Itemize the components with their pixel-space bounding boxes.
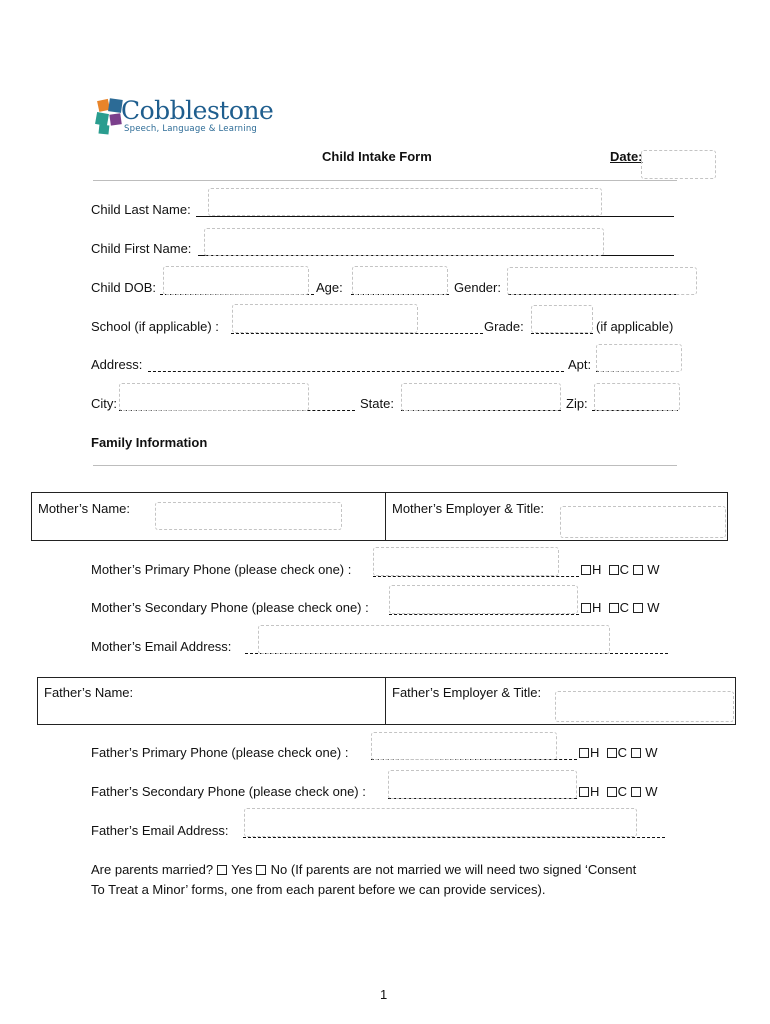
mother-email-field[interactable]: [258, 625, 610, 654]
child-first-name-label: Child First Name:: [91, 241, 192, 256]
mother-primary-phone-field[interactable]: [373, 547, 559, 576]
work-option-label: W: [647, 562, 660, 577]
married-yes-label: Yes: [231, 862, 253, 877]
address-line: [148, 371, 564, 372]
school-field[interactable]: [232, 304, 418, 333]
home-option-label: H: [592, 600, 602, 615]
married-no-checkbox[interactable]: [256, 865, 266, 875]
father-secondary-work-checkbox[interactable]: [631, 787, 641, 797]
gender-field[interactable]: [507, 267, 697, 295]
grade-label: Grade:: [484, 319, 524, 334]
father-primary-cell-checkbox[interactable]: [607, 748, 617, 758]
grade-field[interactable]: [531, 305, 593, 333]
work-option-label: W: [645, 784, 658, 799]
mother-employer-label: Mother’s Employer & Title:: [392, 501, 544, 516]
grade-line: [531, 333, 593, 334]
mother-name-field[interactable]: [155, 502, 342, 530]
father-email-field[interactable]: [244, 808, 637, 837]
family-divider: [93, 465, 677, 466]
father-secondary-phone-label: Father’s Secondary Phone (please check one) :: [91, 784, 366, 799]
mother-name-label: Mother’s Name:: [38, 501, 130, 516]
cell-option-label: C: [617, 784, 628, 799]
grade-suffix: (if applicable): [596, 319, 674, 334]
cobblestone-logo-icon: [94, 98, 124, 136]
school-label: School (if applicable) :: [91, 319, 219, 334]
date-label: Date:: [610, 149, 643, 164]
logo: [94, 96, 274, 138]
family-heading: Family Information: [91, 435, 208, 450]
father-secondary-cell-checkbox[interactable]: [607, 787, 617, 797]
father-primary-home-checkbox[interactable]: [579, 748, 589, 758]
apt-field[interactable]: [596, 344, 682, 372]
mother-employer-field[interactable]: [560, 506, 726, 538]
father-employer-field[interactable]: [555, 691, 734, 722]
father-primary-phone-type: [579, 745, 658, 761]
logo-tagline: Speech, Language & Learning: [124, 124, 257, 134]
date-field[interactable]: [641, 150, 716, 179]
mother-secondary-phone-label: Mother’s Secondary Phone (please check one) :: [91, 600, 369, 615]
zip-label: Zip:: [566, 396, 588, 411]
mother-primary-phone-line: [373, 576, 579, 577]
city-field[interactable]: [119, 383, 309, 411]
zip-field[interactable]: [594, 383, 680, 411]
child-last-name-line: [196, 216, 674, 217]
logo-name: Cobblestone: [121, 96, 274, 125]
mother-primary-phone-type: [581, 562, 660, 578]
father-employer-label: Father’s Employer & Title:: [392, 685, 542, 700]
age-field[interactable]: [352, 266, 448, 295]
address-label: Address:: [91, 357, 143, 372]
mother-email-label: Mother’s Email Address:: [91, 639, 232, 654]
marriage-question-label: Are parents married?: [91, 862, 214, 877]
mother-primary-phone-label: Mother’s Primary Phone (please check one) :: [91, 562, 352, 577]
father-table-divider: [385, 677, 386, 725]
cell-option-label: C: [619, 562, 630, 577]
work-option-label: W: [645, 745, 658, 760]
mother-secondary-cell-checkbox[interactable]: [609, 603, 619, 613]
state-label: State:: [360, 396, 394, 411]
marriage-question: [91, 862, 636, 878]
mother-secondary-work-checkbox[interactable]: [633, 603, 643, 613]
mother-primary-work-checkbox[interactable]: [633, 565, 643, 575]
school-line: [231, 333, 483, 334]
header-divider: [93, 180, 677, 181]
father-email-line: [243, 837, 665, 838]
home-option-label: H: [592, 562, 602, 577]
married-no-label: No: [270, 862, 288, 877]
father-secondary-home-checkbox[interactable]: [579, 787, 589, 797]
father-email-label: Father’s Email Address:: [91, 823, 229, 838]
mother-secondary-phone-type: [581, 600, 660, 616]
mother-primary-cell-checkbox[interactable]: [609, 565, 619, 575]
age-label: Age:: [316, 280, 343, 295]
gender-label: Gender:: [454, 280, 501, 295]
home-option-label: H: [590, 784, 600, 799]
mother-secondary-phone-field[interactable]: [389, 585, 578, 614]
child-last-name-label: Child Last Name:: [91, 202, 191, 217]
child-last-name-field[interactable]: [208, 188, 602, 216]
child-dob-field[interactable]: [163, 266, 309, 295]
marriage-note-line2: To Treat a Minor’ forms, one from each parent before we can provide services).: [91, 882, 546, 897]
mother-secondary-phone-line: [389, 614, 579, 615]
state-field[interactable]: [401, 383, 561, 411]
father-primary-phone-label: Father’s Primary Phone (please check one) :: [91, 745, 349, 760]
mother-table-divider: [385, 492, 386, 541]
cell-option-label: C: [619, 600, 630, 615]
marriage-note-line1: (If parents are not married we will need two signed ‘Consent: [290, 862, 637, 877]
child-first-name-field[interactable]: [204, 228, 604, 256]
form-title: Child Intake Form: [322, 149, 432, 164]
father-primary-work-checkbox[interactable]: [631, 748, 641, 758]
father-primary-phone-field[interactable]: [371, 732, 557, 760]
mother-primary-home-checkbox[interactable]: [581, 565, 591, 575]
child-dob-label: Child DOB:: [91, 280, 157, 295]
father-secondary-phone-type: [579, 784, 658, 800]
page-number: 1: [380, 987, 388, 1002]
home-option-label: H: [590, 745, 600, 760]
married-yes-checkbox[interactable]: [217, 865, 227, 875]
apt-label: Apt:: [568, 357, 592, 372]
cell-option-label: C: [617, 745, 628, 760]
city-label: City:: [91, 396, 117, 411]
father-secondary-phone-field[interactable]: [388, 770, 577, 799]
father-name-label: Father’s Name:: [44, 685, 134, 700]
work-option-label: W: [647, 600, 660, 615]
mother-secondary-home-checkbox[interactable]: [581, 603, 591, 613]
